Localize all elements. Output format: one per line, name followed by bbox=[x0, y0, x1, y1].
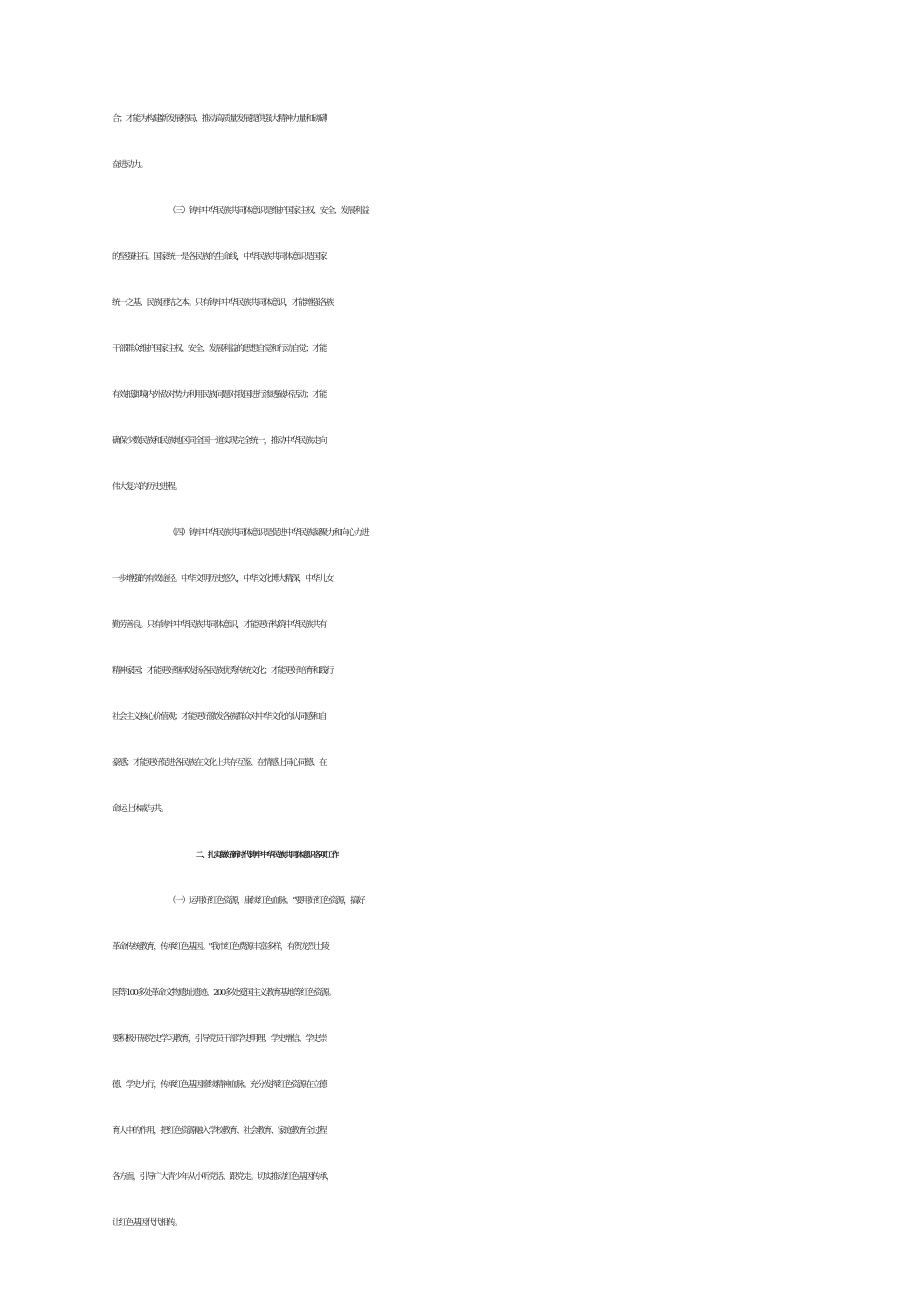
paragraph-line: 的坚强柱石。国家统一是各民族的生命线，中华民族共同体意识是国家 bbox=[112, 252, 326, 262]
paragraph-line: 有效抵御境内外敌对势力利用民族问题对我国进行渗透破坏活动；才能 bbox=[112, 390, 326, 400]
paragraph-line: 豪感；才能更好促进各民族在文化上共存互鉴、在情感上同心同德、在 bbox=[112, 758, 326, 768]
paragraph-line: 社会主义核心价值观；才能更好激发各族群众对中华文化的认同感和自 bbox=[112, 712, 326, 722]
paragraph-line: 一步增强的有效途径。中华文明历史悠久，中华文化博大精深，中华儿女 bbox=[112, 574, 333, 584]
paragraph-line: （一）运用好红色资源，康续红色血脉。“要用好红色资源，搞好 bbox=[168, 896, 364, 906]
paragraph-line: 命运上休戚与共。 bbox=[112, 804, 168, 814]
paragraph-line: 让红色基因代代相传。 bbox=[112, 1218, 182, 1228]
paragraph-line: 各方面，引导广大青少年从小听党话、跟党走。切实推动红色基因传承， bbox=[112, 1172, 333, 1182]
paragraph-line: 革命传统教育，传承红色基因。"我市红色费源丰富多样，有贺龙烈士陵 bbox=[112, 942, 329, 952]
paragraph-line: 德、学史力行，传承红色基因廖续精神血脉。充分发挥红色资源在立德 bbox=[112, 1080, 326, 1090]
paragraph-line: 伟大复兴的历史进程。 bbox=[112, 482, 182, 492]
paragraph-line: 园等100多处革命文物遗址遗迹、200多处爱国主义教育基地等红色资源。 bbox=[112, 988, 335, 998]
paragraph-line: 奋进动力。 bbox=[112, 160, 147, 170]
paragraph-line: 确保少数民族和民族地区同全国一道实现完全统一，推动中华民族走向 bbox=[112, 436, 326, 446]
paragraph-line: （三）铸牢中华民族共同体意识是维护国家主权、安全、发展利益 bbox=[168, 206, 369, 216]
section-heading: 二、扎实做好新时代铸牢中华民族共同体意识各项工作 bbox=[196, 850, 338, 859]
paragraph-line: 统一之基、民族团结之本。只有铸牢中华民族共同体意识，才能增强各族 bbox=[112, 298, 333, 308]
paragraph-line: 精神家园；才能更好继承发扬各民族优秀传统文化；才能更好培育和践行 bbox=[112, 666, 333, 676]
paragraph-line: 育人中的作用，把红色资源融入学校教育、社会教育、家庭教育全过程 bbox=[112, 1126, 326, 1136]
paragraph-line: 要积极开展党史学习教育，引导党员干部学史明理、学史增信、学史崇 bbox=[112, 1034, 326, 1044]
paragraph-line: 干部群众维护国家主权、安全、发展利益的思想自觉和行动自觉；才能 bbox=[112, 344, 326, 354]
paragraph-line: 合；才能为构建新发展格局、推动高质量发展提供强大精神力量和磅礴 bbox=[112, 114, 326, 124]
paragraph-line: 勤劳善良。只有铸牢中华民族共同体意识，才能更好构筑中华民族共有 bbox=[112, 620, 326, 630]
paragraph-line: （四）铸牢中华民族共同体意识是促进中华民族凝聚力和向心力进 bbox=[168, 528, 369, 538]
